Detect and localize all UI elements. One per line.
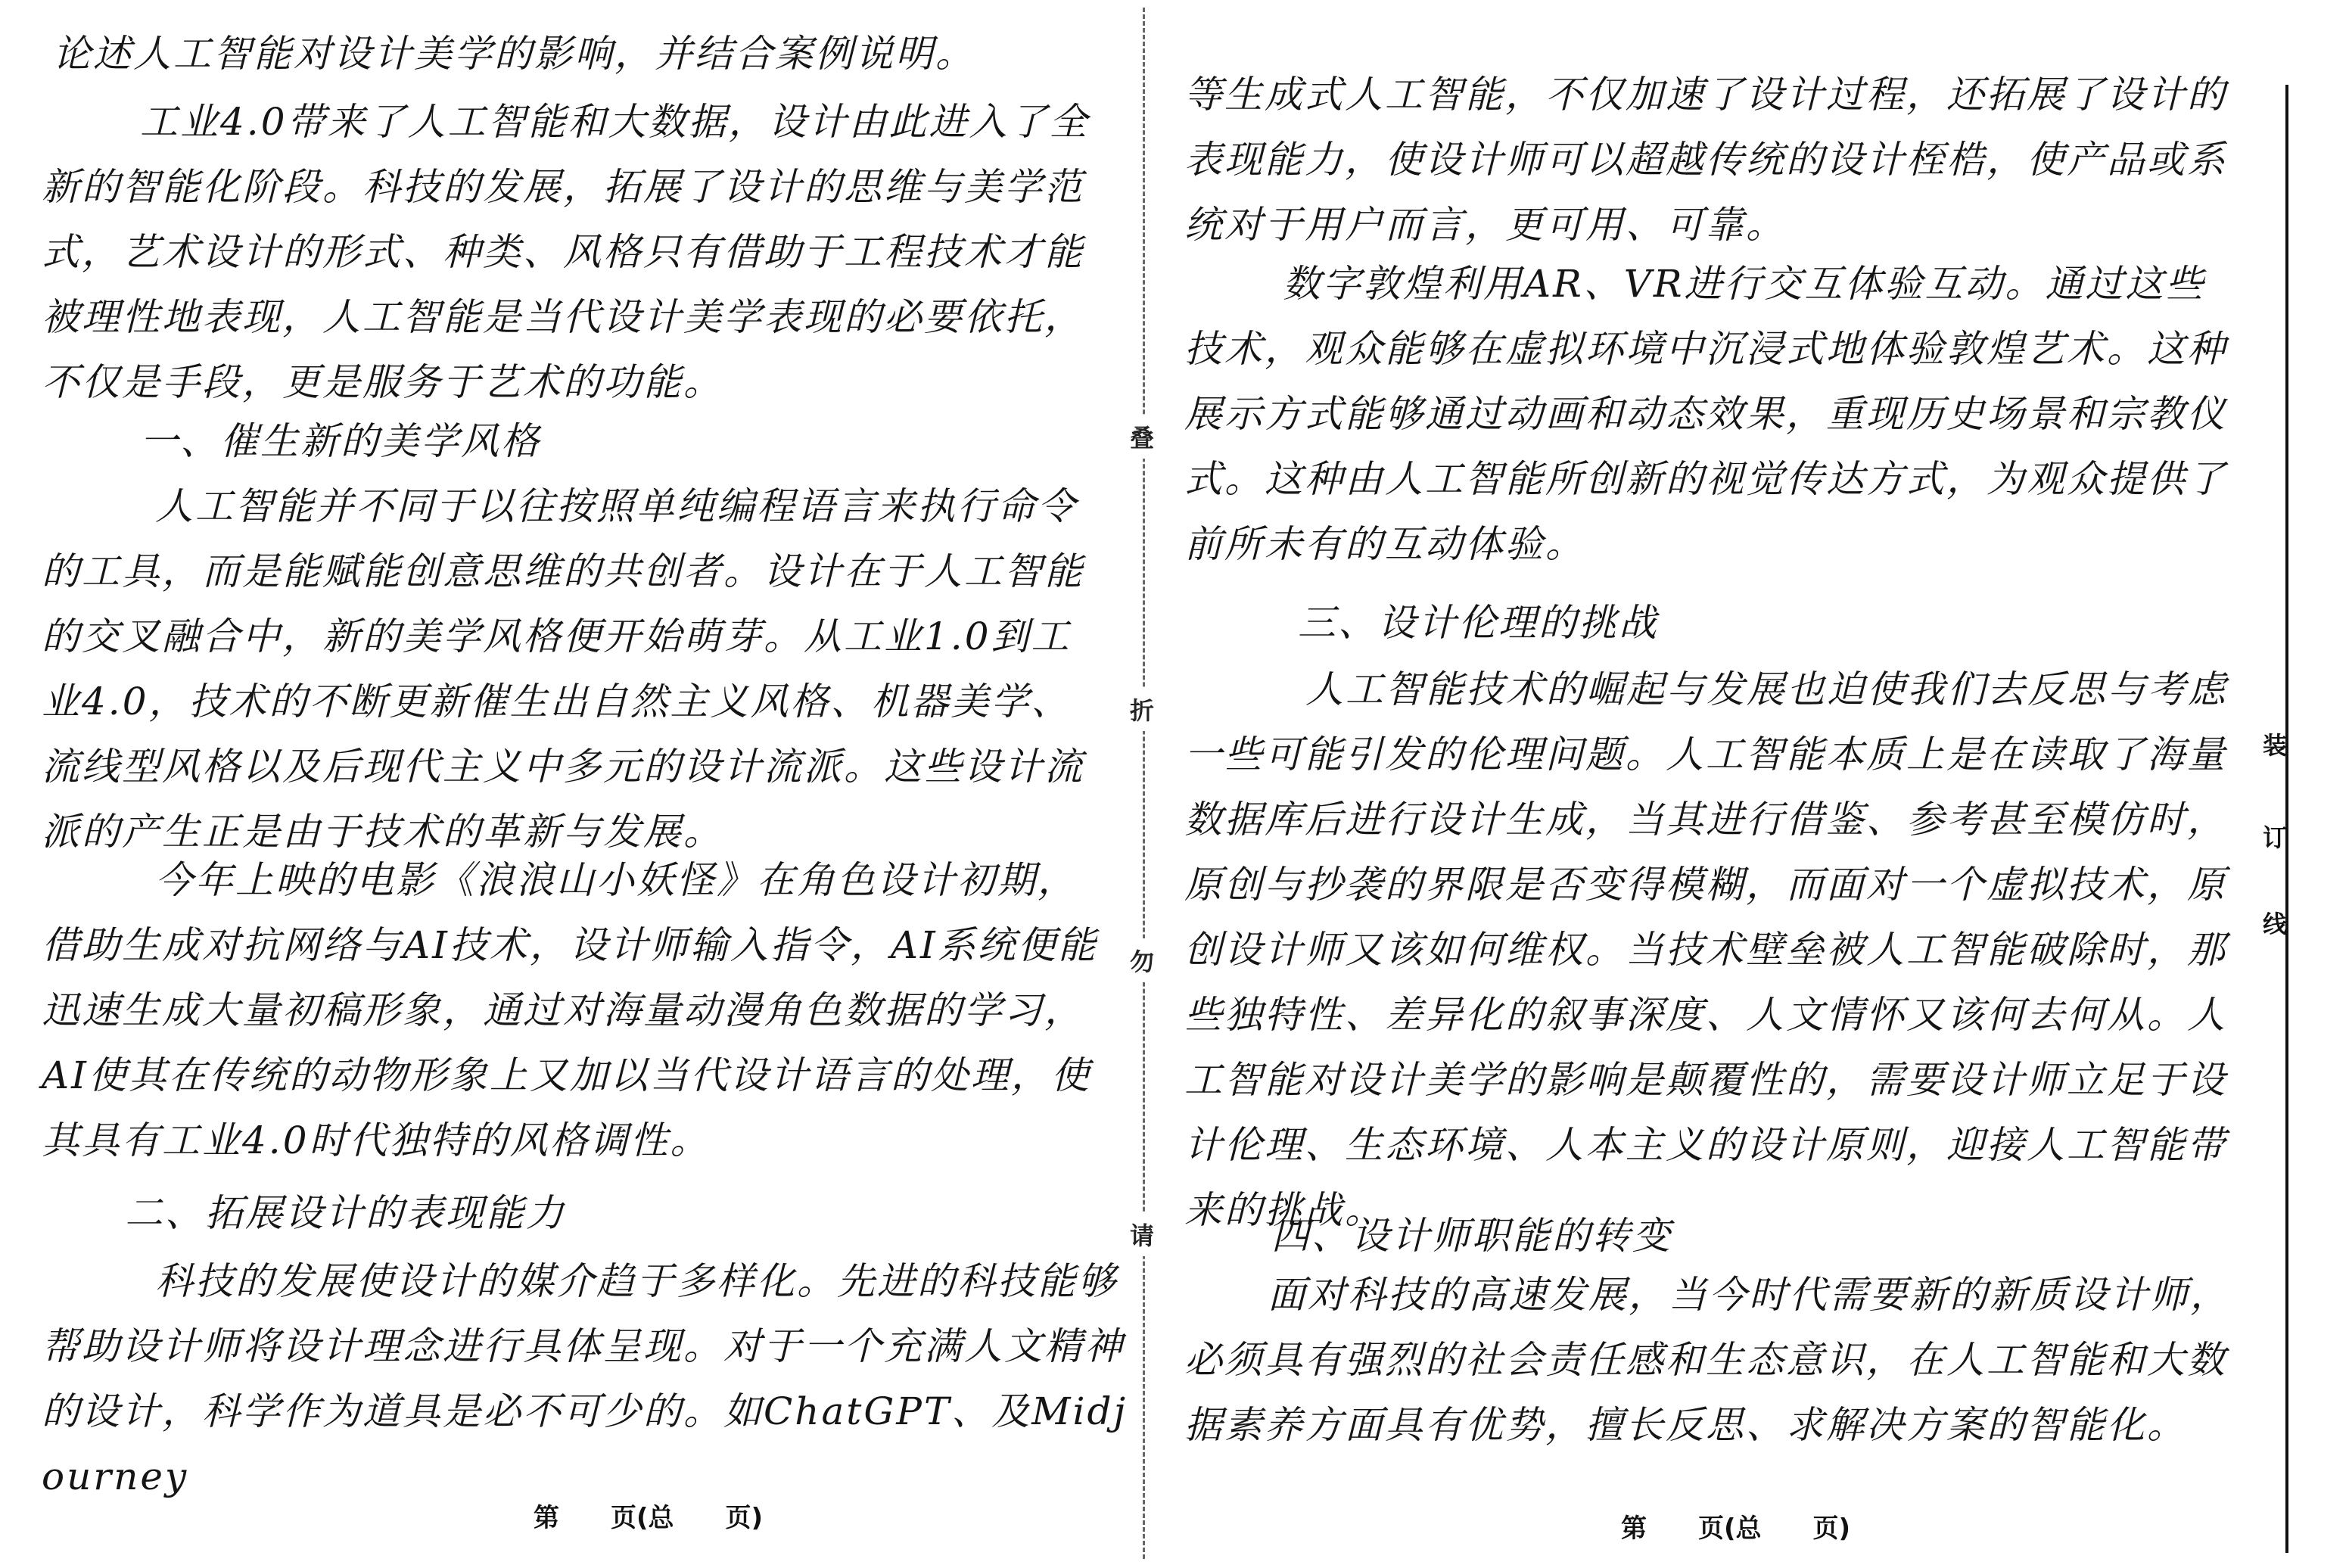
case-paragraph-1: 今年上映的电影《浪浪山小妖怪》在角色设计初期，借助生成对抗网络与AI技术，设计师输入指令，AI系统便能迅速生成大量初稿形象，通过对海量动漫角色数据的学习，AI使其在传统的动物形象上又加以当代设计语言的处理，使其具有工业4.0时代独特的风格调性。 xyxy=(42,858,1098,1162)
fold-line xyxy=(1143,8,1145,1559)
fold-char: 请 xyxy=(1130,1212,1154,1256)
section-heading-3: 三、设计伦理的挑战 xyxy=(1298,601,1659,645)
binding-char: 线 xyxy=(2263,910,2288,938)
binding-char: 装 xyxy=(2263,731,2288,760)
fold-char: 叠 xyxy=(1130,415,1154,459)
left-page xyxy=(0,0,1135,1568)
section1-paragraph: 人工智能并不同于以往按照单纯编程语言来执行命令的工具，而是能赋能创意思维的共创者。设计在于人工智能的交叉融合中，新的美学风格便开始萌芽。从工业1.0到工业4.0，技术的不断更新催生出自然主义风格、机器美学、流线型风格以及后现代主义中多元的设计流派。这些设计流派的产生正是由于技术的革新与发展。 xyxy=(42,484,1084,854)
page-number-left: 第 页(总 页) xyxy=(534,1503,764,1533)
section2-paragraph: 科技的发展使设计的媒介趋于多样化。先进的科技能够帮助设计师将设计理念进行具体呈现。对于一个充满人文精神的设计，科学作为道具是必不可少的。如ChatGPT、及Midjourney xyxy=(42,1259,1128,1498)
continued-paragraph: 等生成式人工智能，不仅加速了设计过程，还拓展了设计的表现能力，使设计师可以超越传统的设计桎梏，使产品或系统对于用户而言，更可用、可靠。 xyxy=(1184,73,2227,247)
section-heading-4: 四、设计师职能的转变 xyxy=(1271,1214,1672,1258)
case-paragraph-2: 数字敦煌利用AR、VR进行交互体验互动。通过这些技术，观众能够在虚拟环境中沉浸式地体验敦煌艺术。这种展示方式能够通过动画和动态效果，重现历史场景和宗教仪式。这种由人工智能所创新的视觉传达方式，为观众提供了前所未有的互动体验。 xyxy=(1184,262,2227,566)
fold-char: 折 xyxy=(1130,687,1154,731)
right-page xyxy=(1150,0,2240,1568)
section-heading-2: 二、拓展设计的表现能力 xyxy=(125,1191,566,1235)
fold-char: 勿 xyxy=(1130,938,1154,982)
section-heading-1: 一、催生新的美学风格 xyxy=(140,419,541,463)
essay-question: 论述人工智能对设计美学的影响，并结合案例说明。 xyxy=(53,32,975,76)
section3-paragraph: 人工智能技术的崛起与发展也迫使我们去反思与考虑一些可能引发的伦理问题。人工智能本质上是在读取了海量数据库后进行设计生成，当其进行借鉴、参考甚至模仿时，原创与抄袭的界限是否变得模糊，而面对一个虚拟技术，原创设计师又该如何维权。当技术壁垒被人工智能破除时，那些独特性、差异化的叙事深度、人文情怀又该何去何从。人工智能对设计美学的影响是颠覆性的，需要设计师立足于设计伦理、生态环境、人本主义的设计原则，迎接人工智能带来的挑战。 xyxy=(1184,667,2228,1232)
intro-paragraph: 工业4.0带来了人工智能和大数据，设计由此进入了全新的智能化阶段。科技的发展，拓展了设计的思维与美学范式，艺术设计的形式、种类、风格只有借助于工程技术才能被理性地表现，人工智能是当代设计美学表现的必要依托，不仅是手段，更是服务于艺术的功能。 xyxy=(42,100,1090,404)
page-number-right: 第 页(总 页) xyxy=(1621,1514,1851,1544)
section4-paragraph: 面对科技的高速发展，当今时代需要新的新质设计师，必须具有强烈的社会责任感和生态意识，在人工智能和大数据素养方面具有优势，擅长反思、求解决方案的智能化。 xyxy=(1184,1273,2230,1447)
binding-char: 订 xyxy=(2263,823,2288,852)
